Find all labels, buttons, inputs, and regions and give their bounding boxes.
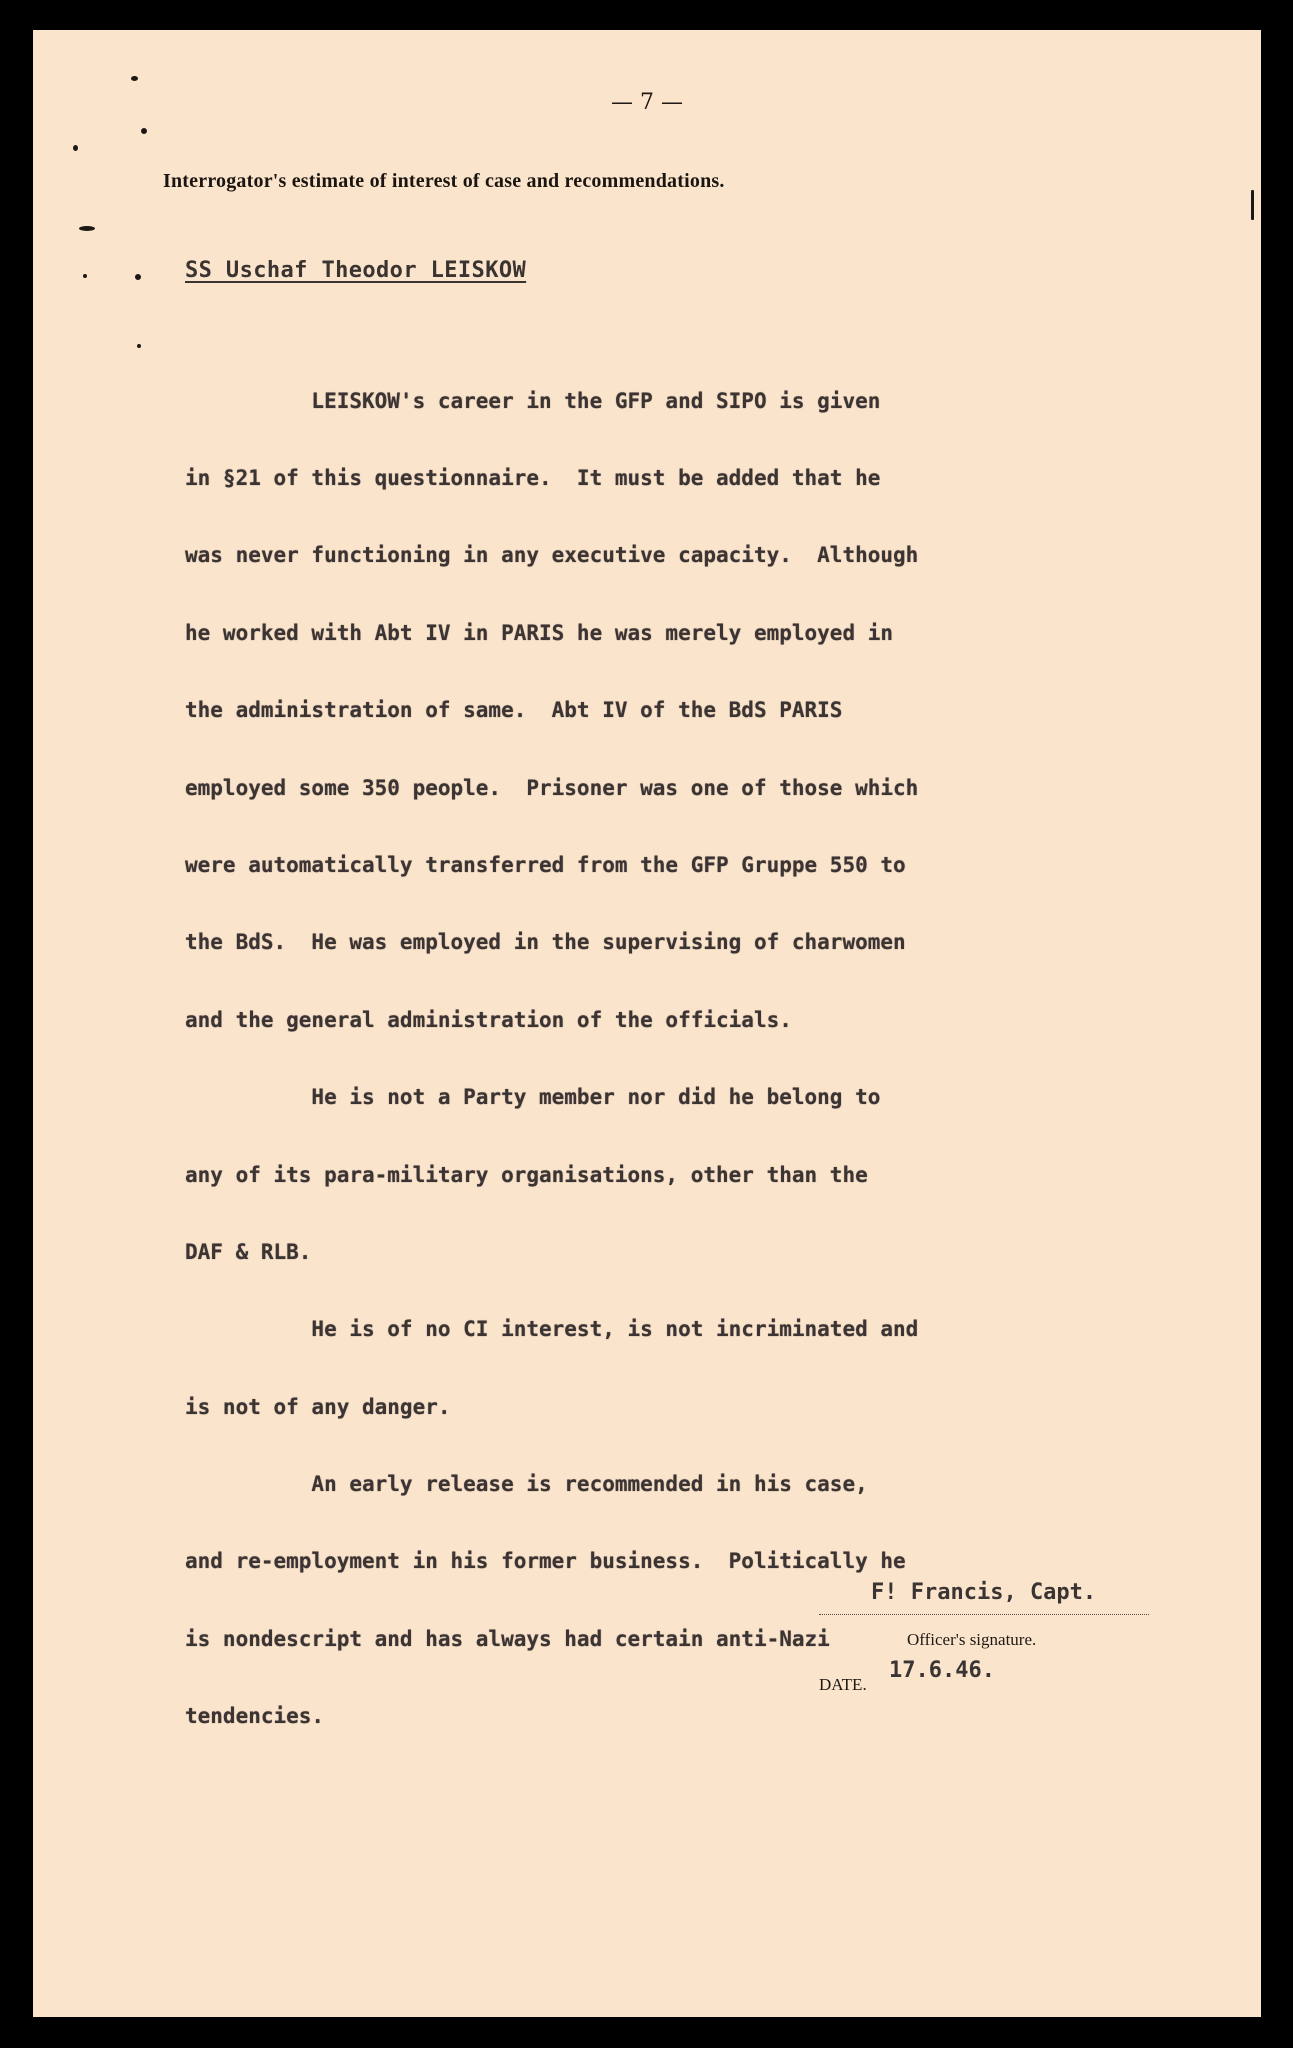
body-line: LEISKOW's career in the GFP and SIPO is given bbox=[185, 388, 881, 413]
page-number: — 7 — bbox=[611, 90, 683, 115]
body-line: is not of any danger. bbox=[185, 1394, 451, 1419]
binding-mark bbox=[83, 274, 87, 278]
body-line: tendencies. bbox=[185, 1704, 325, 1729]
body-line: and re-employment in his former business. Politically he bbox=[185, 1549, 906, 1574]
body-line: is nondescript and has always had certain anti-Nazi bbox=[185, 1626, 830, 1651]
body-line: was never functioning in any executive capacity. Although bbox=[185, 543, 919, 568]
date-value: 17.6.46. bbox=[889, 1658, 995, 1683]
body-line: DAF & RLB. bbox=[185, 1239, 312, 1264]
signature-line bbox=[819, 1614, 1149, 1615]
form-heading: Interrogator's estimate of interest of case and recommendations. bbox=[163, 170, 725, 192]
binding-mark bbox=[1251, 190, 1254, 220]
signature-label: Officer's signature. bbox=[907, 1630, 1037, 1649]
subject-title: SS Uschaf Theodor LEISKOW bbox=[185, 258, 527, 283]
body-line: any of its para-military organisations, other than the bbox=[185, 1162, 868, 1187]
body-line: the administration of same. Abt IV of the BdS PARIS bbox=[185, 698, 843, 723]
binding-mark bbox=[141, 128, 147, 134]
binding-mark bbox=[135, 274, 141, 280]
document-page bbox=[33, 30, 1261, 2017]
body-line: He is of no CI interest, is not incriminated and bbox=[185, 1317, 919, 1342]
body-line: were automatically transferred from the GFP Gruppe 550 to bbox=[185, 852, 906, 877]
binding-mark bbox=[137, 344, 141, 348]
body-line: the BdS. He was employed in the supervising of charwomen bbox=[185, 930, 906, 955]
binding-mark bbox=[79, 226, 95, 231]
binding-mark bbox=[131, 76, 138, 81]
date-label: DATE. bbox=[819, 1675, 867, 1694]
body-line: An early release is recommended in his case, bbox=[185, 1472, 868, 1497]
body-line: employed some 350 people. Prisoner was one of those which bbox=[185, 775, 919, 800]
body-line: and the general administration of the officials. bbox=[185, 1007, 792, 1032]
body-line: He is not a Party member nor did he belong to bbox=[185, 1085, 881, 1110]
body-line: he worked with Abt IV in PARIS he was merely employed in bbox=[185, 620, 894, 645]
report-body bbox=[185, 337, 1165, 1782]
body-line: in §21 of this questionnaire. It must be added that he bbox=[185, 465, 881, 490]
officer-signature: F! Francis, Capt. bbox=[871, 1580, 1097, 1605]
binding-mark bbox=[73, 145, 78, 151]
